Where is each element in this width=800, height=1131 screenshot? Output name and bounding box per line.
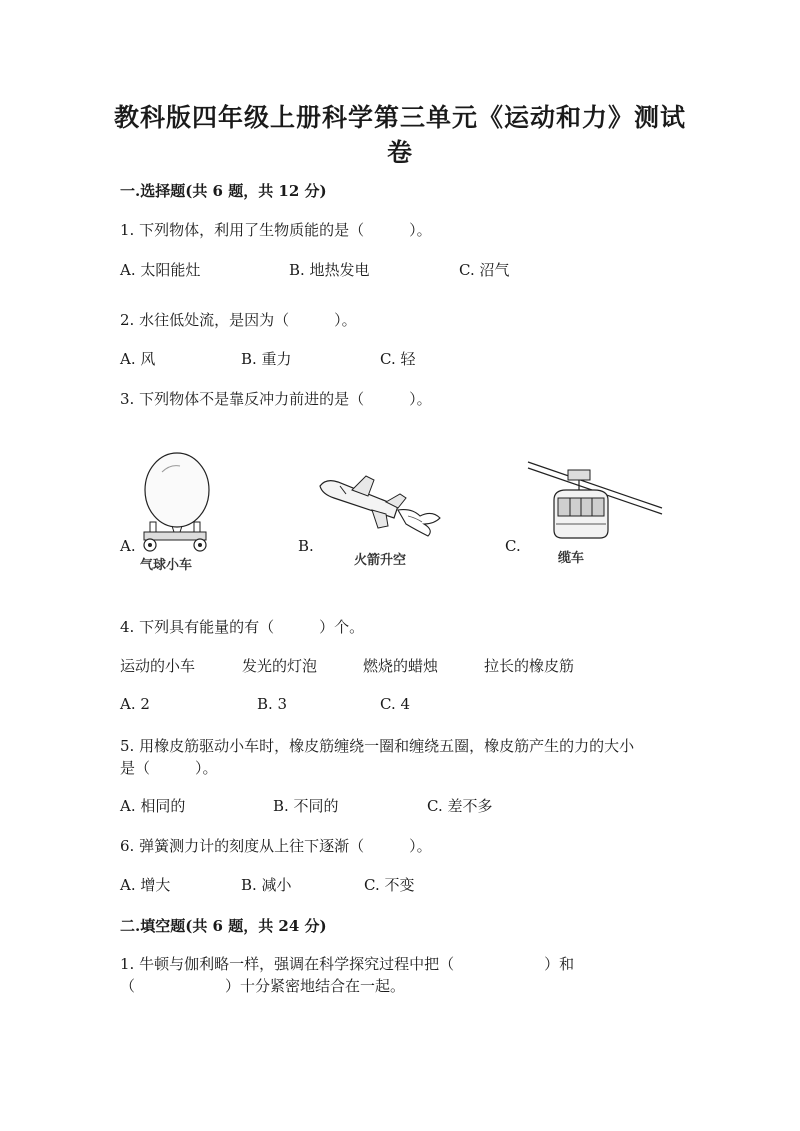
fill-question-1-continued: （ ）十分紧密地结合在一起。 (120, 977, 406, 995)
q4-option-b[interactable]: B. 3 (257, 695, 288, 713)
page-title-continued: 卷 (386, 138, 413, 167)
question-3: 3. 下列物体不是靠反冲力前进的是（ ）。 (120, 390, 432, 408)
page-title: 教科版四年级上册科学第三单元《运动和力》测试 (113, 103, 686, 132)
q3-option-a[interactable]: A. (120, 537, 136, 555)
q6-option-a[interactable]: A. 增大 (120, 876, 171, 894)
fill-question-1: 1. 牛顿与伽利略一样，强调在科学探究过程中把（ ）和 (120, 955, 575, 973)
question-2: 2. 水往低处流，是因为（ ）。 (120, 311, 357, 329)
q4-item-2: 发光的灯泡 (242, 657, 318, 675)
image-label-cable-car: 缆车 (558, 551, 585, 566)
q1-option-c[interactable]: C. 沼气 (459, 261, 510, 279)
question-6: 6. 弹簧测力计的刻度从上往下逐渐（ ）。 (120, 837, 432, 855)
q5-option-b[interactable]: B. 不同的 (273, 797, 339, 815)
q1-option-b[interactable]: B. 地热发电 (289, 261, 370, 279)
q2-option-b[interactable]: B. 重力 (241, 350, 292, 368)
q6-option-c[interactable]: C. 不变 (364, 876, 415, 894)
question-4: 4. 下列具有能量的有（ ）个。 (120, 618, 365, 636)
question-1: 1. 下列物体，利用了生物质能的是（ ）。 (120, 221, 432, 239)
rocket-image (316, 472, 461, 572)
q4-option-a[interactable]: A. 2 (120, 695, 150, 713)
q4-item-1: 运动的小车 (120, 657, 196, 675)
image-label-rocket: 火箭升空 (354, 553, 407, 568)
cable-car-image (526, 456, 666, 571)
q5-option-c[interactable]: C. 差不多 (427, 797, 493, 815)
section-heading-fill-in: 二.填空题(共 6 题，共 24 分) (120, 917, 327, 935)
q1-option-a[interactable]: A. 太阳能灶 (120, 261, 201, 279)
q4-item-4: 拉长的橡皮筋 (484, 657, 575, 675)
balloon-car-image (132, 452, 222, 577)
q2-option-a[interactable]: A. 风 (120, 350, 156, 368)
question-5: 5. 用橡皮筋驱动小车时，橡皮筋缠绕一圈和缠绕五圈，橡皮筋产生的力的大小 (120, 737, 635, 755)
q6-option-b[interactable]: B. 减小 (241, 876, 292, 894)
q4-item-3: 燃烧的蜡烛 (363, 657, 439, 675)
q4-option-c[interactable]: C. 4 (380, 695, 411, 713)
q2-option-c[interactable]: C. 轻 (380, 350, 416, 368)
image-label-balloon-car: 气球小车 (140, 558, 193, 573)
section-heading-choice: 一.选择题(共 6 题，共 12 分) (120, 182, 327, 200)
q3-option-c[interactable]: C. (505, 537, 521, 555)
q5-option-a[interactable]: A. 相同的 (120, 797, 186, 815)
q3-option-b[interactable]: B. (298, 537, 314, 555)
question-5-continued: 是（ ）。 (120, 759, 218, 777)
